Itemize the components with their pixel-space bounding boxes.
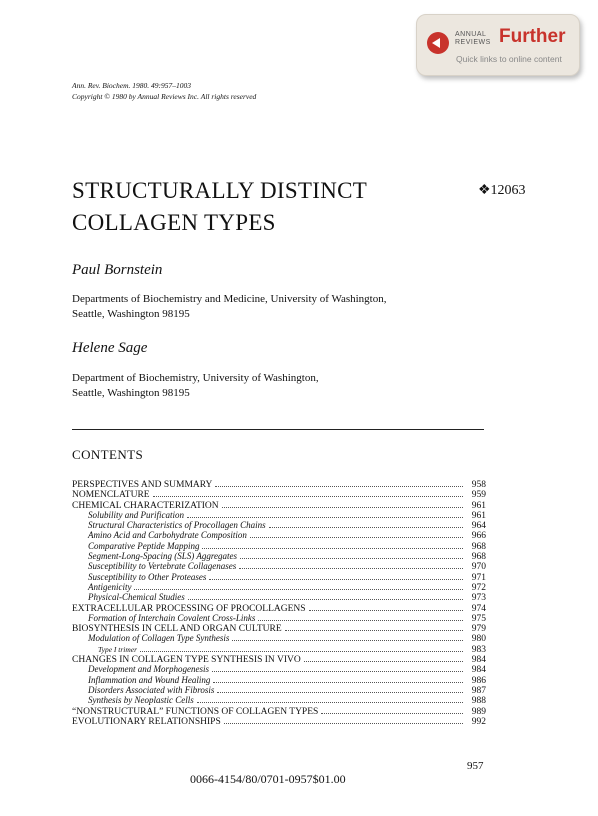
toc-entry[interactable] xyxy=(72,623,486,633)
toc-leader-dots xyxy=(240,551,463,559)
toc-leader-dots xyxy=(285,623,463,631)
toc-entry-title: Comparative Peptide Mapping xyxy=(88,540,200,551)
toc-entry-page: 971 xyxy=(471,572,486,582)
toc-entry-title: Type I trimer xyxy=(98,644,138,654)
toc-leader-dots xyxy=(187,510,463,518)
toc-entry-page: 992 xyxy=(471,716,486,727)
toc-entry-page: 988 xyxy=(471,696,486,706)
toc-entry-page: 975 xyxy=(471,613,486,624)
toc-entry-title: Modulation of Collagen Type Synthesis xyxy=(88,633,230,644)
toc-entry-title: Structural Characteristics of Procollagen Chains xyxy=(88,520,266,531)
further-subtitle: Quick links to online content xyxy=(456,54,562,64)
toc-entry-title: Segment-Long-Spacing (SLS) Aggregates xyxy=(88,551,237,562)
toc-entry-page: 958 xyxy=(471,480,486,490)
toc-entry-page: 974 xyxy=(471,603,486,613)
author-affiliation-1 xyxy=(72,292,387,322)
toc-entry[interactable] xyxy=(72,510,486,520)
toc-entry[interactable] xyxy=(72,572,486,582)
toc-entry-title: Inflammation and Wound Healing xyxy=(88,674,211,685)
toc-entry[interactable] xyxy=(72,520,486,530)
toc-entry[interactable] xyxy=(72,582,486,592)
document-id: ❖12063 xyxy=(478,183,526,198)
toc-entry-page: 968 xyxy=(471,541,486,552)
toc-entry-title: Development and Morphogenesis xyxy=(88,664,209,675)
toc-leader-dots xyxy=(212,664,463,672)
toc-entry-title: CHANGES IN COLLAGEN TYPE SYNTHESIS IN VIVO xyxy=(72,655,301,665)
toc-leader-dots xyxy=(134,582,463,590)
toc-entry-page: 970 xyxy=(471,562,486,572)
toc-entry[interactable] xyxy=(72,706,486,716)
toc-entry-page: 966 xyxy=(471,531,486,541)
toc-leader-dots xyxy=(224,716,463,724)
toc-entry-title: Amino Acid and Carbohydrate Composition xyxy=(88,530,247,541)
toc-entry[interactable] xyxy=(72,592,486,602)
toc-entry-page: 961 xyxy=(471,510,486,521)
toc-entry-page: 979 xyxy=(471,624,486,634)
contents-heading: CONTENTS xyxy=(72,447,144,462)
toc-entry[interactable] xyxy=(72,716,486,726)
toc-entry[interactable] xyxy=(72,530,486,540)
toc-entry-page: 972 xyxy=(471,582,486,593)
title-line-1: STRUCTURALLY DISTINCT xyxy=(72,178,368,203)
toc-entry-title: “NONSTRUCTURAL” FUNCTIONS OF COLLAGEN TYPES xyxy=(72,706,319,716)
toc-entry[interactable] xyxy=(72,500,486,510)
toc-entry[interactable] xyxy=(72,664,486,674)
toc-entry[interactable] xyxy=(72,551,486,561)
toc-entry-title: PERSPECTIVES AND SUMMARY xyxy=(72,480,213,490)
toc-entry-title: CHEMICAL CHARACTERIZATION xyxy=(72,500,219,510)
toc-entry[interactable] xyxy=(72,685,486,695)
toc-entry-page: 984 xyxy=(471,665,486,675)
toc-entry-title: EVOLUTIONARY RELATIONSHIPS xyxy=(72,716,221,727)
further-badge-button[interactable] xyxy=(416,14,580,76)
toc-entry-title: BIOSYNTHESIS IN CELL AND ORGAN CULTURE xyxy=(72,624,282,634)
toc-entry-title: Synthesis by Neoplastic Cells xyxy=(88,695,194,706)
toc-entry[interactable] xyxy=(72,695,486,705)
toc-leader-dots xyxy=(213,675,463,683)
toc-leader-dots xyxy=(153,489,463,497)
toc-leader-dots xyxy=(140,644,463,652)
annual-reviews-logo-text: ANNUAL REVIEWS xyxy=(455,31,491,46)
affiliation-line: Seattle, Washington 98195 xyxy=(72,387,190,399)
toc-entry-title: Disorders Associated with Fibrosis xyxy=(88,684,215,695)
toc-leader-dots xyxy=(309,603,463,611)
toc-entry[interactable] xyxy=(72,654,486,664)
toc-entry[interactable] xyxy=(72,479,486,489)
toc-leader-dots xyxy=(232,633,463,641)
citation xyxy=(72,80,256,102)
author-name-1: Paul Bornstein xyxy=(72,262,163,278)
toc-entry[interactable] xyxy=(72,633,486,643)
toc-entry-title: Formation of Interchain Covalent Cross-Links xyxy=(88,612,256,623)
article-title xyxy=(72,175,367,239)
toc-entry-title: Physical-Chemical Studies xyxy=(88,592,185,603)
toc-leader-dots xyxy=(188,592,463,600)
toc-leader-dots xyxy=(269,520,463,528)
toc-entry-page: 968 xyxy=(471,552,486,562)
toc-leader-dots xyxy=(321,706,463,714)
toc-leader-dots xyxy=(239,561,463,569)
toc-entry-page: 987 xyxy=(471,685,486,696)
toc-entry-title: EXTRACELLULAR PROCESSING OF PROCOLLAGENS xyxy=(72,603,306,613)
toc-entry[interactable] xyxy=(72,675,486,685)
toc-entry-page: 980 xyxy=(471,634,486,644)
author-name-2: Helene Sage xyxy=(72,340,148,356)
affiliation-line: Department of Biochemistry, University of Washington, xyxy=(72,372,319,384)
toc-entry-page: 964 xyxy=(471,521,486,531)
citation-line-1: Ann. Rev. Biochem. 1980. 49:957–1003 xyxy=(72,81,192,90)
toc-entry-title: Susceptibility to Other Proteases xyxy=(88,571,207,582)
toc-entry-page: 983 xyxy=(471,644,486,655)
toc-entry-page: 973 xyxy=(471,593,486,603)
back-arrow-icon xyxy=(427,32,449,54)
title-line-2: COLLAGEN TYPES xyxy=(72,210,276,235)
citation-line-2: Copyright © 1980 by Annual Reviews Inc. All rights reserved xyxy=(72,92,257,101)
section-divider xyxy=(72,429,484,430)
page-number: 957 xyxy=(467,760,484,772)
toc-entry-title: Antigenicity xyxy=(88,581,132,592)
table-of-contents xyxy=(72,479,486,726)
toc-leader-dots xyxy=(258,613,463,621)
toc-leader-dots xyxy=(215,479,463,487)
toc-entry-title: Susceptibility to Vertebrate Collagenases xyxy=(88,561,237,572)
toc-entry-title: Solubility and Purification xyxy=(88,509,184,520)
toc-entry-page: 959 xyxy=(471,490,486,500)
toc-entry[interactable] xyxy=(72,541,486,551)
author-affiliation-2 xyxy=(72,371,319,401)
toc-leader-dots xyxy=(217,685,463,693)
toc-entry[interactable] xyxy=(72,644,486,654)
toc-entry-page: 961 xyxy=(471,500,486,510)
toc-entry[interactable] xyxy=(72,561,486,571)
toc-leader-dots xyxy=(250,530,463,538)
toc-entry-page: 989 xyxy=(471,706,486,716)
document-code: 0066-4154/80/0701-0957$01.00 xyxy=(190,772,346,786)
affiliation-line: Departments of Biochemistry and Medicine, University of Washington, xyxy=(72,293,387,305)
toc-leader-dots xyxy=(202,541,463,549)
toc-entry-page: 984 xyxy=(471,655,486,665)
further-logo-text: Further xyxy=(499,26,566,47)
toc-leader-dots xyxy=(222,500,463,508)
toc-entry[interactable] xyxy=(72,603,486,613)
toc-leader-dots xyxy=(304,654,463,662)
toc-leader-dots xyxy=(209,572,463,580)
toc-entry[interactable] xyxy=(72,613,486,623)
toc-entry[interactable] xyxy=(72,489,486,499)
toc-entry-title: NOMENCLATURE xyxy=(72,490,150,500)
affiliation-line: Seattle, Washington 98195 xyxy=(72,308,190,320)
toc-leader-dots xyxy=(197,695,463,703)
toc-entry-page: 986 xyxy=(471,675,486,685)
